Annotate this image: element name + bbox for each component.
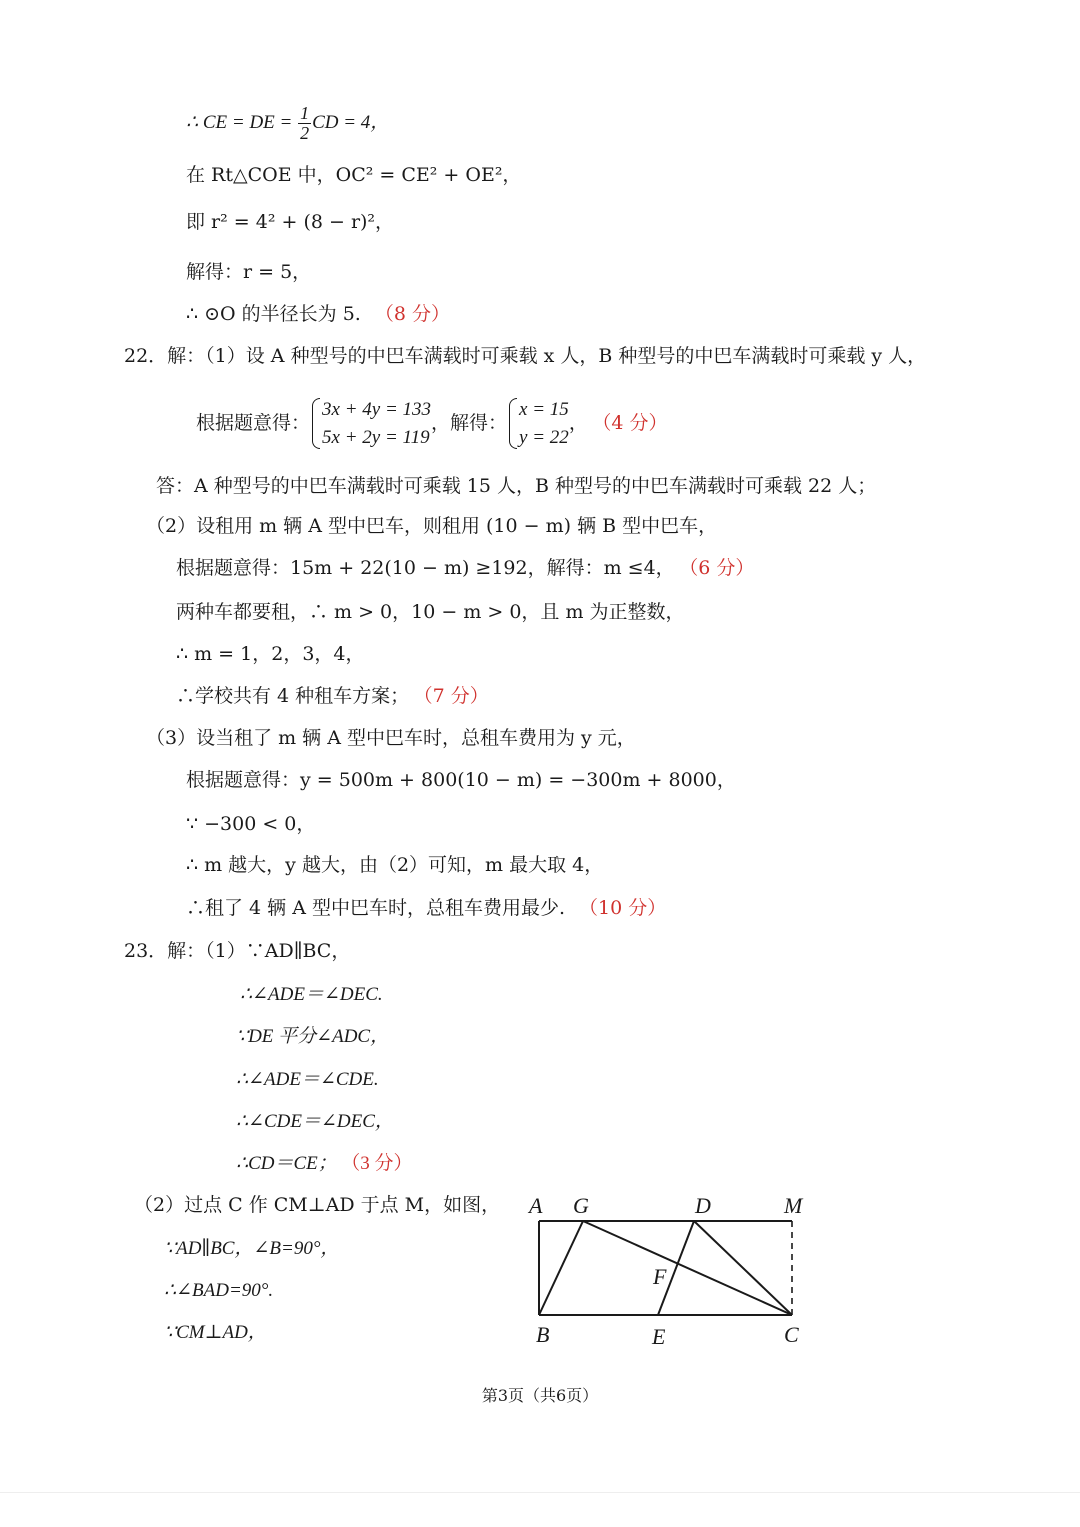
score-7: （7 分） <box>423 685 489 707</box>
score-10: （10 分） <box>579 897 667 919</box>
q23-part2-line-3: ∴∠BAD=90°. <box>164 1280 274 1301</box>
q22-part2-line-2: 根据题意得：15m + 22(10 − m) ≥192，解得：m ≤4， （6 分） <box>176 557 755 579</box>
score-3: （3 分） <box>350 1153 413 1174</box>
half-fraction: $\frac{1}{2}$ <box>300 103 310 143</box>
label-D: D <box>695 1193 711 1218</box>
label-C: C <box>784 1322 799 1347</box>
q22-part3-line-5: ∴租了 4 辆 A 型中巴车时，总租车费用最少. （10 分） <box>186 897 667 919</box>
q22-part3-line-1: （3）设当租了 m 辆 A 型中巴车时，总租车费用为 y 元， <box>146 727 636 749</box>
segment-DC <box>694 1221 792 1315</box>
q22-answer: 答：A 种型号的中巴车满载时可乘载 15 人，B 种型号的中巴车满载时可乘载 22 人； <box>156 475 877 497</box>
q23-part2-line-2: ∵AD∥BC，∠B=90°， <box>164 1238 340 1259</box>
q23-line-3: ∴∠ADE＝∠CDE. <box>236 1069 379 1090</box>
score-4: （4 分） <box>601 412 668 435</box>
q21-line-5: ∴ ⊙O 的半径长为 5. （8 分） <box>186 303 450 325</box>
q22-part3-line-3: ∵ −300 < 0， <box>186 813 316 835</box>
q21-line-3: 即 r² = 4² + (8 − r)²， <box>186 211 395 233</box>
solution-system: x = 15 y = 22 <box>507 396 569 451</box>
q22-part3-line-2: 根据题意得：y = 500m + 800(10 − m) = −300m + 8000， <box>186 769 736 791</box>
q23-part2-line-1: （2）过点 C 作 CM⊥AD 于点 M，如图， <box>134 1194 501 1216</box>
segment-GC <box>583 1221 792 1315</box>
label-E: E <box>652 1324 666 1349</box>
q22-heading: 22．解：（1）设 A 种型号的中巴车满载时可乘载 x 人，B 种型号的中巴车满载时可乘载 y 人， <box>124 345 927 367</box>
label-B: B <box>536 1322 550 1347</box>
q22-equation-system: 根据题意得： 3x + 4y = 133 5x + 2y = 119 ，解得： x = 15 y = 22 ， （4 分） <box>196 396 667 451</box>
q22-part3-line-4: ∴ m 越大，y 越大，由（2）可知，m 最大取 4， <box>186 854 604 876</box>
geometry-figure <box>520 1188 820 1358</box>
system-of-equations: 3x + 4y = 133 5x + 2y = 119 <box>310 396 431 451</box>
q23-line-4: ∴∠CDE＝∠DEC， <box>236 1111 394 1132</box>
q23-heading: 23．解：（1）∵AD∥BC， <box>124 940 351 962</box>
q22-part2-line-3: 两种车都要租，∴ m > 0，10 − m > 0，且 m 为正整数， <box>176 601 685 623</box>
label-M: M <box>784 1193 803 1218</box>
q23-line-2: ∵DE 平分∠ADC， <box>236 1026 390 1047</box>
q21-line-4: 解得：r = 5， <box>186 261 312 283</box>
q21-line-2: 在 Rt△COE 中，OC² = CE² + OE²， <box>186 164 522 186</box>
score-6: （6 分） <box>688 557 755 579</box>
q21-line-1: ∴ CE = DE = $\frac{1}{2}$ CD = 4， <box>186 103 390 143</box>
label-A: A <box>529 1193 543 1218</box>
q23-part2-line-4: ∵CM⊥AD， <box>164 1322 267 1343</box>
bottom-divider <box>0 1492 1080 1493</box>
q23-line-5: ∴CD＝CE； （3 分） <box>236 1153 413 1174</box>
label-G: G <box>573 1193 589 1218</box>
segment-GB <box>539 1221 583 1315</box>
q23-line-1: ∴∠ADE＝∠DEC. <box>240 984 383 1005</box>
score-8: （8 分） <box>374 303 450 325</box>
q22-part2-line-4: ∴ m = 1，2，3，4， <box>176 643 365 665</box>
q22-part2-line-1: （2）设租用 m 辆 A 型中巴车，则租用 (10 − m) 辆 B 型中巴车， <box>146 515 718 537</box>
q22-part2-line-5: ∴学校共有 4 种租车方案； （7 分） <box>176 685 489 707</box>
label-F: F <box>653 1264 667 1289</box>
page-number: 第3页（共6页） <box>481 1386 599 1405</box>
